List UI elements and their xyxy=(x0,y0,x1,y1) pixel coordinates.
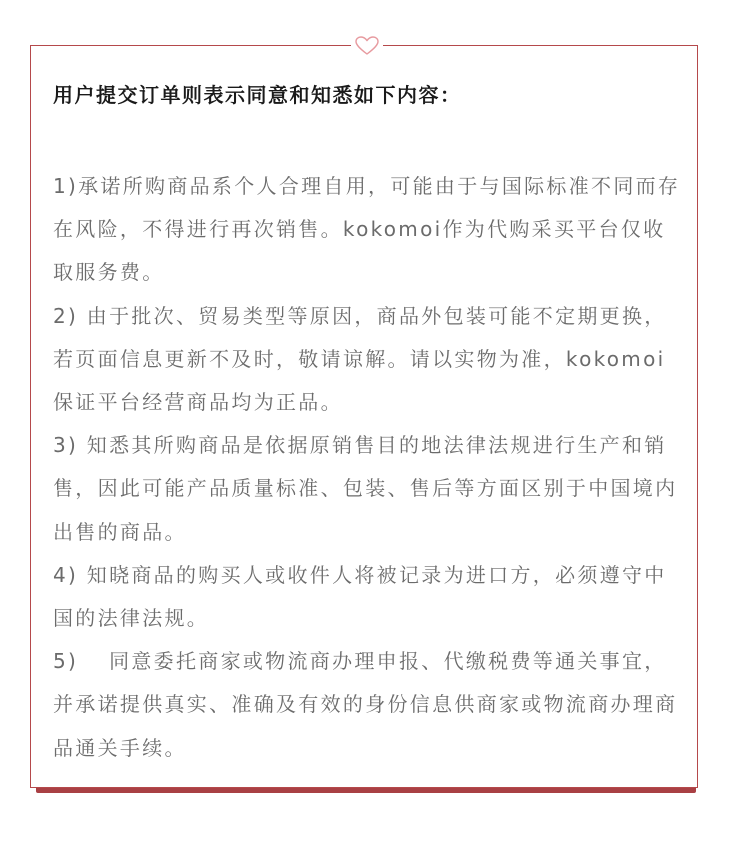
clause-4: 4) 知晓商品的购买人或收件人将被记录为进口方，必须遵守中国的法律法规。 xyxy=(53,562,667,631)
notice-heading: 用户提交订单则表示同意和知悉如下内容： xyxy=(53,83,462,107)
card-bottom-shadow xyxy=(36,788,696,793)
heart-icon xyxy=(355,36,379,56)
clause-3: 3) 知悉其所购商品是依据原销售目的地法律法规进行生产和销售，因此可能产品质量标准、包装、售后等方面区别于中国境内出售的商品。 xyxy=(53,433,678,544)
clause-2: 2) 由于批次、贸易类型等原因，商品外包装可能不定期更换，若页面信息更新不及时，敬请谅解。请以实物为准，kokomoi保证平台经营商品均为正品。 xyxy=(53,303,667,415)
notice-content xyxy=(53,78,683,770)
heading-spacer xyxy=(53,112,683,165)
clause-1: 1)承诺所购商品系个人合理自用，可能由于与国际标准不同而存在风险，不得进行再次销售。kokomoi作为代购采买平台仅收取服务费。 xyxy=(53,174,681,285)
heart-badge xyxy=(351,34,383,58)
clause-5: 5) 同意委托商家或物流商办理申报、代缴税费等通关事宜，并承诺提供真实、准确及有效的身份信息供商家或物流商办理商品通关手续。 xyxy=(53,649,678,760)
